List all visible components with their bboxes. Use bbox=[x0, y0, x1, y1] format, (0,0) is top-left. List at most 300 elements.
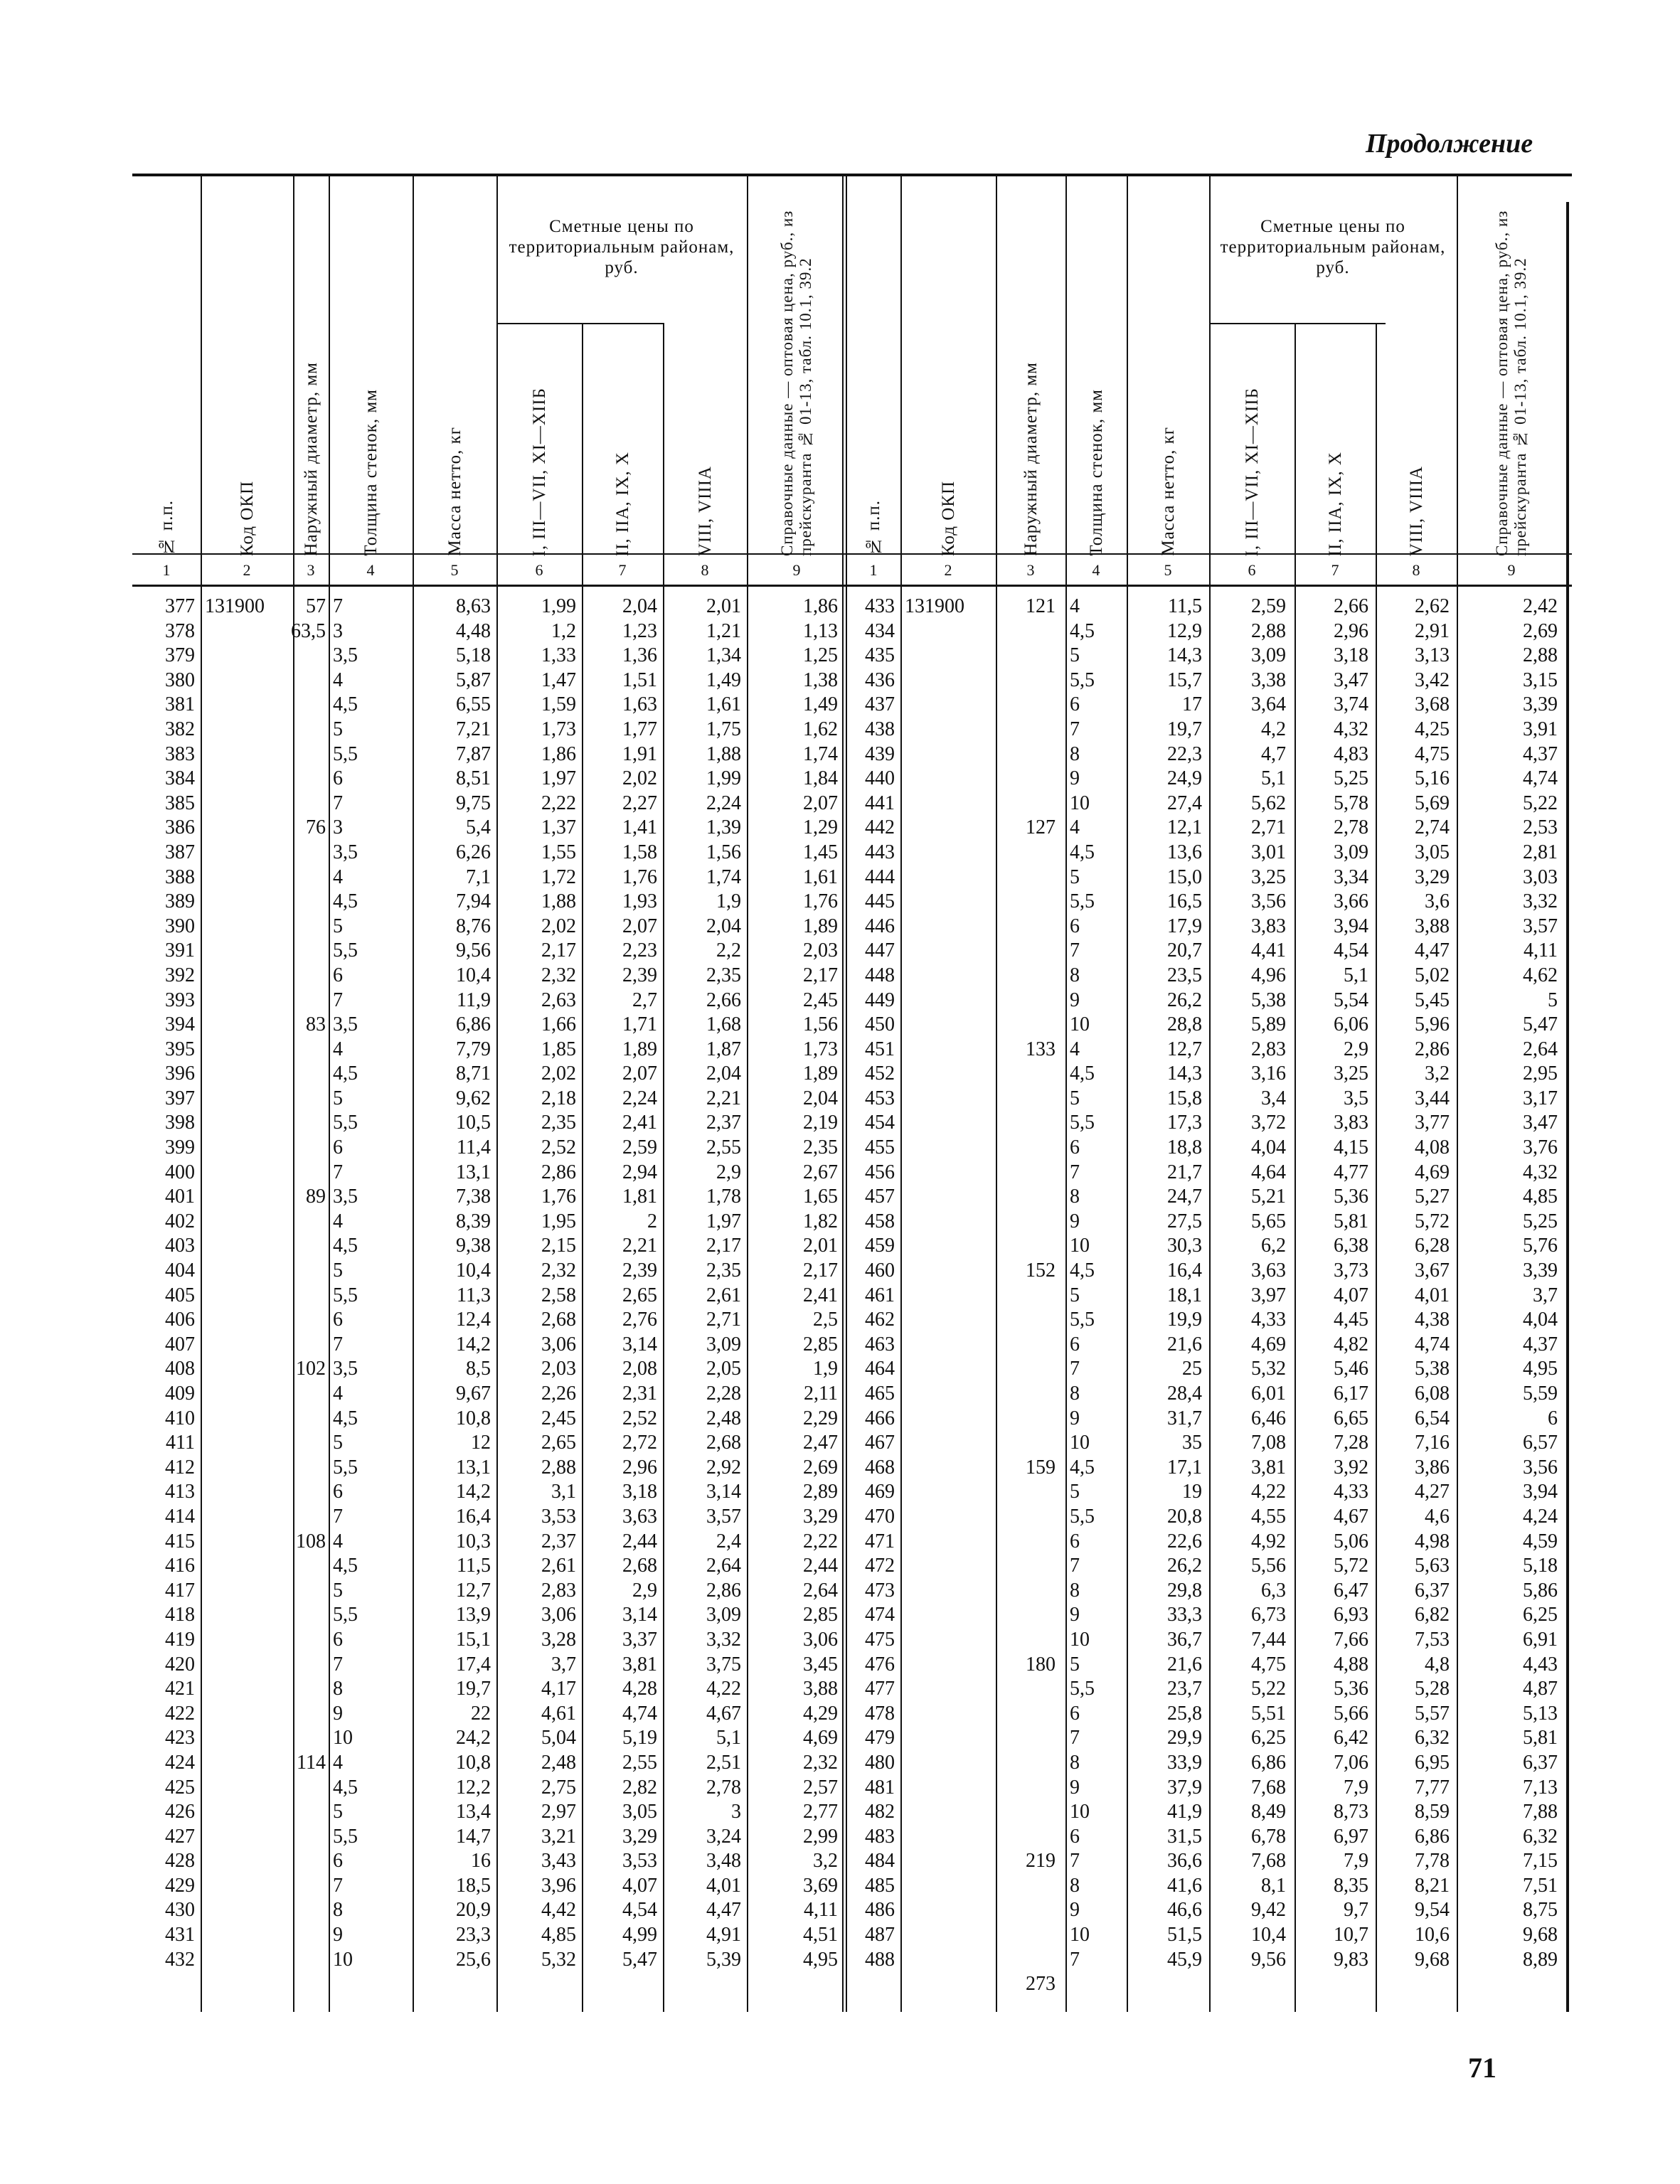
table-cell: 483 bbox=[865, 1825, 895, 1848]
table-cell: 4,82 bbox=[1334, 1333, 1368, 1355]
table-cell: 468 bbox=[865, 1456, 895, 1479]
table-cell: 413 bbox=[165, 1481, 195, 1503]
table-cell bbox=[996, 1284, 1056, 1309]
table-cell: 3,34 bbox=[1334, 865, 1368, 888]
table-cell: 1,23 bbox=[622, 619, 657, 642]
table-cell bbox=[905, 1234, 993, 1259]
table-cell: 2,52 bbox=[541, 1136, 576, 1159]
table-cell: 15,0 bbox=[1167, 865, 1202, 888]
column-mass bbox=[1127, 595, 1202, 1972]
table-cell bbox=[905, 1702, 993, 1727]
table-cell: 1,49 bbox=[803, 693, 838, 716]
table-cell bbox=[275, 1825, 326, 1850]
table-cell: 8,75 bbox=[1523, 1899, 1558, 1922]
table-cell: 425 bbox=[165, 1776, 195, 1799]
table-cell: 5,5 bbox=[333, 1604, 358, 1626]
table-cell: 4,37 bbox=[1523, 742, 1558, 765]
table-cell: 5,5 bbox=[1070, 1112, 1095, 1134]
table-cell: 4,69 bbox=[1415, 1161, 1450, 1183]
table-cell: 1,37 bbox=[541, 816, 576, 839]
table-cell: 8,73 bbox=[1334, 1801, 1368, 1823]
table-cell bbox=[996, 989, 1056, 1013]
table-cell: 3,5 bbox=[333, 1186, 358, 1208]
header-diam: Наружный диаметр, мм bbox=[1021, 362, 1041, 556]
table-cell: 2,9 bbox=[716, 1161, 741, 1183]
header-group: Сметные цены по территориальным районам, руб. bbox=[1220, 217, 1446, 277]
table-cell bbox=[905, 841, 993, 865]
table-cell: 1,36 bbox=[622, 644, 657, 667]
table-cell bbox=[275, 1210, 326, 1235]
table-cell: 24,2 bbox=[456, 1727, 491, 1749]
table-cell: 9,42 bbox=[1251, 1899, 1286, 1922]
table-cell: 31,5 bbox=[1167, 1825, 1202, 1848]
table-cell bbox=[905, 816, 993, 841]
table-cell: 1,87 bbox=[706, 1038, 741, 1060]
table-cell: 3,6 bbox=[1425, 890, 1450, 913]
table-cell: 7,38 bbox=[456, 1186, 491, 1208]
table-cell: 10 bbox=[1070, 792, 1090, 814]
table-cell: 2,48 bbox=[541, 1751, 576, 1774]
table-cell: 5,47 bbox=[622, 1948, 657, 1971]
table-cell: 432 bbox=[165, 1948, 195, 1971]
table-cell: 1,77 bbox=[622, 718, 657, 740]
table-cell bbox=[905, 1800, 993, 1825]
table-cell: 2,41 bbox=[803, 1284, 838, 1306]
table-cell: 3,68 bbox=[1415, 693, 1450, 716]
header-ref: Справочные данные — оптовая цена, руб., из прейскуранта № 01-13, табл. 10.1, 39.2 bbox=[778, 210, 814, 556]
table-cell: 24,7 bbox=[1167, 1186, 1202, 1208]
table-cell: 1,86 bbox=[803, 595, 838, 617]
table-cell: 7 bbox=[1070, 1358, 1080, 1380]
table-cell: 5,5 bbox=[333, 742, 358, 765]
table-cell: 474 bbox=[865, 1604, 895, 1626]
table-cell: 5,28 bbox=[1415, 1678, 1450, 1700]
table-cell: 17,4 bbox=[456, 1653, 491, 1676]
table-cell: 13,1 bbox=[456, 1456, 491, 1479]
table-cell: 19,7 bbox=[1167, 718, 1202, 740]
table-cell: 1,29 bbox=[803, 816, 838, 839]
table-cell: 5,38 bbox=[1415, 1358, 1450, 1380]
table-cell: 5,57 bbox=[1415, 1702, 1450, 1725]
table-cell bbox=[996, 1161, 1056, 1186]
table-cell: 457 bbox=[865, 1186, 895, 1208]
table-cell bbox=[275, 1308, 326, 1333]
table-cell: 381 bbox=[165, 693, 195, 716]
table-cell: 1,95 bbox=[541, 1210, 576, 1232]
table-cell: 2,69 bbox=[803, 1456, 838, 1479]
table-cell: 5,5 bbox=[333, 1825, 358, 1848]
table-cell: 10 bbox=[1070, 1628, 1090, 1651]
table-cell: 13,6 bbox=[1167, 841, 1202, 863]
table-cell: 14,2 bbox=[456, 1481, 491, 1503]
table-cell bbox=[996, 1800, 1056, 1825]
table-cell: 4,15 bbox=[1334, 1136, 1368, 1159]
column-r2 bbox=[582, 595, 657, 1972]
table-cell bbox=[996, 1087, 1056, 1112]
table-cell: 9 bbox=[1070, 1210, 1080, 1232]
table-cell: 5,56 bbox=[1251, 1555, 1286, 1577]
table-cell: 5,51 bbox=[1251, 1702, 1286, 1725]
header-r2: II, IIA, IX, X bbox=[612, 451, 632, 556]
header-r1: I, III—VII, XI—XIIБ bbox=[1242, 387, 1262, 556]
table-cell: 7,68 bbox=[1251, 1776, 1286, 1799]
table-cell: 2,04 bbox=[706, 915, 741, 937]
table-cell: 2,21 bbox=[622, 1235, 657, 1257]
table-cell: 1,56 bbox=[803, 1013, 838, 1036]
table-cell: 1,99 bbox=[706, 767, 741, 790]
table-cell: 14,7 bbox=[456, 1825, 491, 1848]
table-cell: 2,45 bbox=[803, 989, 838, 1011]
table-cell: 4,95 bbox=[803, 1948, 838, 1971]
table-cell bbox=[275, 1505, 326, 1530]
table-left bbox=[132, 174, 846, 2012]
table-cell: 10,8 bbox=[456, 1407, 491, 1429]
table-cell: 3,77 bbox=[1415, 1112, 1450, 1134]
table-cell: 2,39 bbox=[622, 1259, 657, 1282]
table-cell: 41,9 bbox=[1167, 1801, 1202, 1823]
table-cell: 3,06 bbox=[541, 1604, 576, 1626]
table-cell bbox=[905, 1308, 993, 1333]
table-cell: 3 bbox=[731, 1801, 741, 1823]
table-cell: 438 bbox=[865, 718, 895, 740]
table-cell bbox=[905, 1751, 993, 1776]
table-cell: 2,17 bbox=[803, 964, 838, 986]
table-cell: 5,19 bbox=[622, 1727, 657, 1749]
table-cell bbox=[275, 792, 326, 816]
table-cell: 10 bbox=[1070, 1924, 1090, 1946]
table-cell: 159 bbox=[1026, 1456, 1056, 1479]
table-cell bbox=[275, 767, 326, 792]
table-cell: 4,17 bbox=[541, 1678, 576, 1700]
table-cell: 8 bbox=[333, 1678, 343, 1700]
table-cell: 3,66 bbox=[1334, 890, 1368, 913]
table-cell bbox=[275, 1776, 326, 1801]
table-cell: 2,61 bbox=[706, 1284, 741, 1306]
table-cell: 5,5 bbox=[333, 1112, 358, 1134]
table-cell: 2,9 bbox=[632, 1579, 657, 1602]
table-cell: 4,67 bbox=[1334, 1505, 1368, 1528]
table-cell: 2,15 bbox=[541, 1235, 576, 1257]
table-cell: 3,05 bbox=[1415, 841, 1450, 863]
table-cell: 22 bbox=[471, 1702, 491, 1725]
table-cell: 3,48 bbox=[706, 1850, 741, 1873]
column-diam bbox=[996, 595, 1056, 1997]
table-cell: 6 bbox=[333, 1309, 343, 1331]
table-cell: 4,77 bbox=[1334, 1161, 1368, 1183]
table-cell: 19 bbox=[1182, 1481, 1202, 1503]
table-cell: 4,2 bbox=[1261, 718, 1286, 740]
table-cell: 41,6 bbox=[1167, 1874, 1202, 1897]
table-cell: 5,45 bbox=[1415, 989, 1450, 1011]
table-cell: 410 bbox=[165, 1407, 195, 1429]
table-cell: 83 bbox=[306, 1013, 326, 1036]
table-cell bbox=[905, 1161, 993, 1186]
table-cell: 383 bbox=[165, 742, 195, 765]
continued-label: Продолжение bbox=[1366, 129, 1533, 159]
table-cell: 2,37 bbox=[706, 1112, 741, 1134]
table-cell: 9 bbox=[1070, 767, 1080, 790]
table-cell: 12,4 bbox=[456, 1309, 491, 1331]
header-r1: I, III—VII, XI—XIIБ bbox=[529, 387, 549, 556]
table-cell: 1,25 bbox=[803, 644, 838, 667]
table-cell: 3,38 bbox=[1251, 668, 1286, 691]
table-cell: 7,53 bbox=[1415, 1628, 1450, 1651]
table-cell: 7 bbox=[1070, 1948, 1080, 1971]
table-cell bbox=[905, 939, 993, 964]
table-cell: 4,85 bbox=[1523, 1186, 1558, 1208]
table-cell bbox=[275, 644, 326, 668]
table-cell: 4,32 bbox=[1523, 1161, 1558, 1183]
table-cell: 6,82 bbox=[1415, 1604, 1450, 1626]
table-cell: 6,93 bbox=[1334, 1604, 1368, 1626]
table-cell: 2,71 bbox=[706, 1309, 741, 1331]
table-cell: 2 bbox=[647, 1210, 657, 1232]
table-cell: 4,42 bbox=[541, 1899, 576, 1922]
table-cell: 2,78 bbox=[706, 1776, 741, 1799]
table-cell: 5,04 bbox=[541, 1727, 576, 1749]
table-cell: 6 bbox=[1070, 693, 1080, 716]
table-cell: 108 bbox=[296, 1530, 326, 1552]
table-cell: 2,85 bbox=[803, 1333, 838, 1355]
table-cell: 419 bbox=[165, 1628, 195, 1651]
table-cell: 12,7 bbox=[1167, 1038, 1202, 1060]
table-cell: 6 bbox=[1070, 1702, 1080, 1725]
table-cell: 4,54 bbox=[622, 1899, 657, 1922]
table-cell: 379 bbox=[165, 644, 195, 667]
table-cell: 440 bbox=[865, 767, 895, 790]
table-cell bbox=[905, 865, 993, 890]
table-cell: 5,32 bbox=[541, 1948, 576, 1971]
table-cell bbox=[905, 792, 993, 816]
table-cell: 5,46 bbox=[1334, 1358, 1368, 1380]
table-cell: 4,32 bbox=[1334, 718, 1368, 740]
table-cell: 9,7 bbox=[1344, 1899, 1368, 1922]
table-cell: 4,33 bbox=[1334, 1481, 1368, 1503]
table-cell: 33,3 bbox=[1167, 1604, 1202, 1626]
table-cell: 10 bbox=[333, 1727, 353, 1749]
table-cell: 2,07 bbox=[803, 792, 838, 814]
header-wall: Толщина стенок, мм bbox=[361, 389, 381, 556]
table-cell bbox=[996, 1111, 1056, 1136]
table-cell bbox=[275, 1923, 326, 1948]
table-cell: 441 bbox=[865, 792, 895, 814]
table-cell: 25 bbox=[1182, 1358, 1202, 1380]
table-cell bbox=[905, 693, 993, 718]
table-cell: 9 bbox=[333, 1702, 343, 1725]
table-cell: 5,06 bbox=[1334, 1530, 1368, 1552]
table-cell bbox=[905, 1776, 993, 1801]
table-cell: 9,75 bbox=[456, 792, 491, 814]
table-cell bbox=[905, 989, 993, 1013]
table-cell: 382 bbox=[165, 718, 195, 740]
table-cell: 3,15 bbox=[1523, 668, 1558, 691]
table-cell: 8 bbox=[1070, 964, 1080, 986]
table-cell bbox=[996, 742, 1056, 767]
table-cell: 1,21 bbox=[706, 619, 741, 642]
table-cell: 5,5 bbox=[1070, 668, 1095, 691]
table-cell: 7 bbox=[333, 989, 343, 1011]
table-cell: 10,8 bbox=[456, 1751, 491, 1774]
table-cell: 2,96 bbox=[1334, 619, 1368, 642]
header-group: Сметные цены по территориальным районам, руб. bbox=[509, 217, 735, 277]
table-cell: 5,5 bbox=[1070, 1505, 1095, 1528]
table-cell: 7 bbox=[333, 1161, 343, 1183]
table-cell: 2,24 bbox=[622, 1087, 657, 1109]
table-cell: 7 bbox=[1070, 1161, 1080, 1183]
table-cell: 2,99 bbox=[803, 1825, 838, 1848]
table-cell: 5,1 bbox=[716, 1727, 741, 1749]
col-number: 6 bbox=[1248, 561, 1256, 579]
column-r1 bbox=[1209, 595, 1286, 1972]
table-cell: 9,38 bbox=[456, 1235, 491, 1257]
table-cell: 9 bbox=[1070, 989, 1080, 1011]
table-cell: 4,87 bbox=[1523, 1678, 1558, 1700]
table-cell: 2,67 bbox=[803, 1161, 838, 1183]
table-cell: 484 bbox=[865, 1850, 895, 1873]
table-cell: 2,47 bbox=[803, 1432, 838, 1454]
table-cell: 33,9 bbox=[1167, 1751, 1202, 1774]
table-cell: 9 bbox=[1070, 1899, 1080, 1922]
table-cell: 17,3 bbox=[1167, 1112, 1202, 1134]
table-cell bbox=[275, 693, 326, 718]
table-cell: 36,6 bbox=[1167, 1850, 1202, 1873]
table-cell: 16,4 bbox=[456, 1505, 491, 1528]
table-cell: 5,1 bbox=[1261, 767, 1286, 790]
table-cell: 4,5 bbox=[333, 693, 358, 716]
table-cell: 18,5 bbox=[456, 1874, 491, 1897]
table-cell: 13,4 bbox=[456, 1801, 491, 1823]
table-cell: 6 bbox=[333, 1136, 343, 1159]
table-cell bbox=[275, 1726, 326, 1751]
table-cell: 8,59 bbox=[1415, 1801, 1450, 1823]
table-cell: 466 bbox=[865, 1407, 895, 1429]
table-cell bbox=[905, 1087, 993, 1112]
table-cell: 2,9 bbox=[1344, 1038, 1368, 1060]
table-cell: 1,9 bbox=[716, 890, 741, 913]
table-cell: 12,7 bbox=[456, 1579, 491, 1602]
table-cell: 412 bbox=[165, 1456, 195, 1479]
table-cell: 477 bbox=[865, 1678, 895, 1700]
table-cell bbox=[905, 1849, 993, 1874]
table-cell: 4,64 bbox=[1251, 1161, 1286, 1183]
table-cell: 36,7 bbox=[1167, 1628, 1202, 1651]
table-cell: 2,31 bbox=[622, 1383, 657, 1405]
table-cell: 439 bbox=[865, 742, 895, 765]
table-cell: 4,6 bbox=[1425, 1505, 1450, 1528]
table-cell: 421 bbox=[165, 1678, 195, 1700]
table-cell: 3,96 bbox=[541, 1874, 576, 1897]
table-cell: 437 bbox=[865, 693, 895, 716]
table-cell: 2,88 bbox=[1251, 619, 1286, 642]
table-cell: 12,2 bbox=[456, 1776, 491, 1799]
table-cell: 476 bbox=[865, 1653, 895, 1676]
col-number: 5 bbox=[1164, 561, 1172, 579]
table-cell: 481 bbox=[865, 1776, 895, 1799]
table-cell bbox=[905, 718, 993, 742]
table-cell: 4,54 bbox=[1334, 939, 1368, 962]
table-cell: 2,96 bbox=[622, 1456, 657, 1479]
table-cell: 7,08 bbox=[1251, 1432, 1286, 1454]
table-cell: 6 bbox=[1548, 1407, 1558, 1429]
table-cell bbox=[275, 1284, 326, 1309]
table-cell: 7,78 bbox=[1415, 1850, 1450, 1873]
table-cell bbox=[905, 767, 993, 792]
table-cell: 4,99 bbox=[622, 1924, 657, 1946]
table-cell: 3,06 bbox=[803, 1628, 838, 1651]
table-cell: 6,06 bbox=[1334, 1013, 1368, 1036]
table-cell: 14,3 bbox=[1167, 644, 1202, 667]
table-cell: 4,98 bbox=[1415, 1530, 1450, 1552]
table-cell: 2,64 bbox=[706, 1555, 741, 1577]
table-cell: 4,5 bbox=[1070, 1456, 1095, 1479]
table-cell: 1,39 bbox=[706, 816, 741, 839]
table-cell: 7,94 bbox=[456, 890, 491, 913]
table-cell bbox=[996, 841, 1056, 865]
table-cell: 434 bbox=[865, 619, 895, 642]
table-cell bbox=[905, 1603, 993, 1628]
table-cell: 7 bbox=[1070, 1555, 1080, 1577]
table-cell: 2,88 bbox=[541, 1456, 576, 1479]
table-cell: 4,8 bbox=[1425, 1653, 1450, 1676]
table-cell bbox=[275, 1898, 326, 1923]
table-cell: 6 bbox=[333, 1850, 343, 1873]
table-cell: 7,16 bbox=[1415, 1432, 1450, 1454]
table-cell: 6,47 bbox=[1334, 1579, 1368, 1602]
table-cell: 2,35 bbox=[541, 1112, 576, 1134]
table-cell bbox=[905, 915, 993, 939]
table-cell bbox=[275, 1038, 326, 1062]
table-cell: 2,72 bbox=[622, 1432, 657, 1454]
table-cell: 7,9 bbox=[1344, 1850, 1368, 1873]
table-cell bbox=[275, 1062, 326, 1087]
table-cell: 3,47 bbox=[1334, 668, 1368, 691]
table-cell bbox=[275, 1800, 326, 1825]
table-cell: 1,76 bbox=[541, 1186, 576, 1208]
table-cell: 1,59 bbox=[541, 693, 576, 716]
table-cell: 403 bbox=[165, 1235, 195, 1257]
table-cell: 449 bbox=[865, 989, 895, 1011]
table-cell: 4,95 bbox=[1523, 1358, 1558, 1380]
table-cell: 5,1 bbox=[1344, 964, 1368, 986]
table-cell: 3,4 bbox=[1261, 1087, 1286, 1109]
table-cell: 7,66 bbox=[1334, 1628, 1368, 1651]
table-cell: 1,88 bbox=[706, 742, 741, 765]
table-cell: 18,8 bbox=[1167, 1136, 1202, 1159]
table-cell: 445 bbox=[865, 890, 895, 913]
table-cell: 3,63 bbox=[622, 1505, 657, 1528]
table-cell: 392 bbox=[165, 964, 195, 986]
table-cell: 388 bbox=[165, 865, 195, 888]
table-cell: 2,37 bbox=[541, 1530, 576, 1552]
table-cell: 3,88 bbox=[1415, 915, 1450, 937]
header-code: Код ОКП bbox=[237, 481, 257, 556]
table-cell: 2,08 bbox=[622, 1358, 657, 1380]
table-cell: 2,42 bbox=[1523, 595, 1558, 617]
table-cell: 5,89 bbox=[1251, 1013, 1286, 1036]
table-cell: 4,88 bbox=[1334, 1653, 1368, 1676]
table-cell: 1,86 bbox=[541, 742, 576, 765]
table-cell: 5,5 bbox=[1070, 1678, 1095, 1700]
table-cell: 3,09 bbox=[706, 1604, 741, 1626]
table-cell: 10,4 bbox=[456, 1259, 491, 1282]
table-cell bbox=[905, 1210, 993, 1235]
table-cell: 27,5 bbox=[1167, 1210, 1202, 1232]
table-cell: 7,77 bbox=[1415, 1776, 1450, 1799]
table-cell: 4,48 bbox=[456, 619, 491, 642]
table-cell: 467 bbox=[865, 1432, 895, 1454]
table-cell: 380 bbox=[165, 668, 195, 691]
table-cell: 1,55 bbox=[541, 841, 576, 863]
